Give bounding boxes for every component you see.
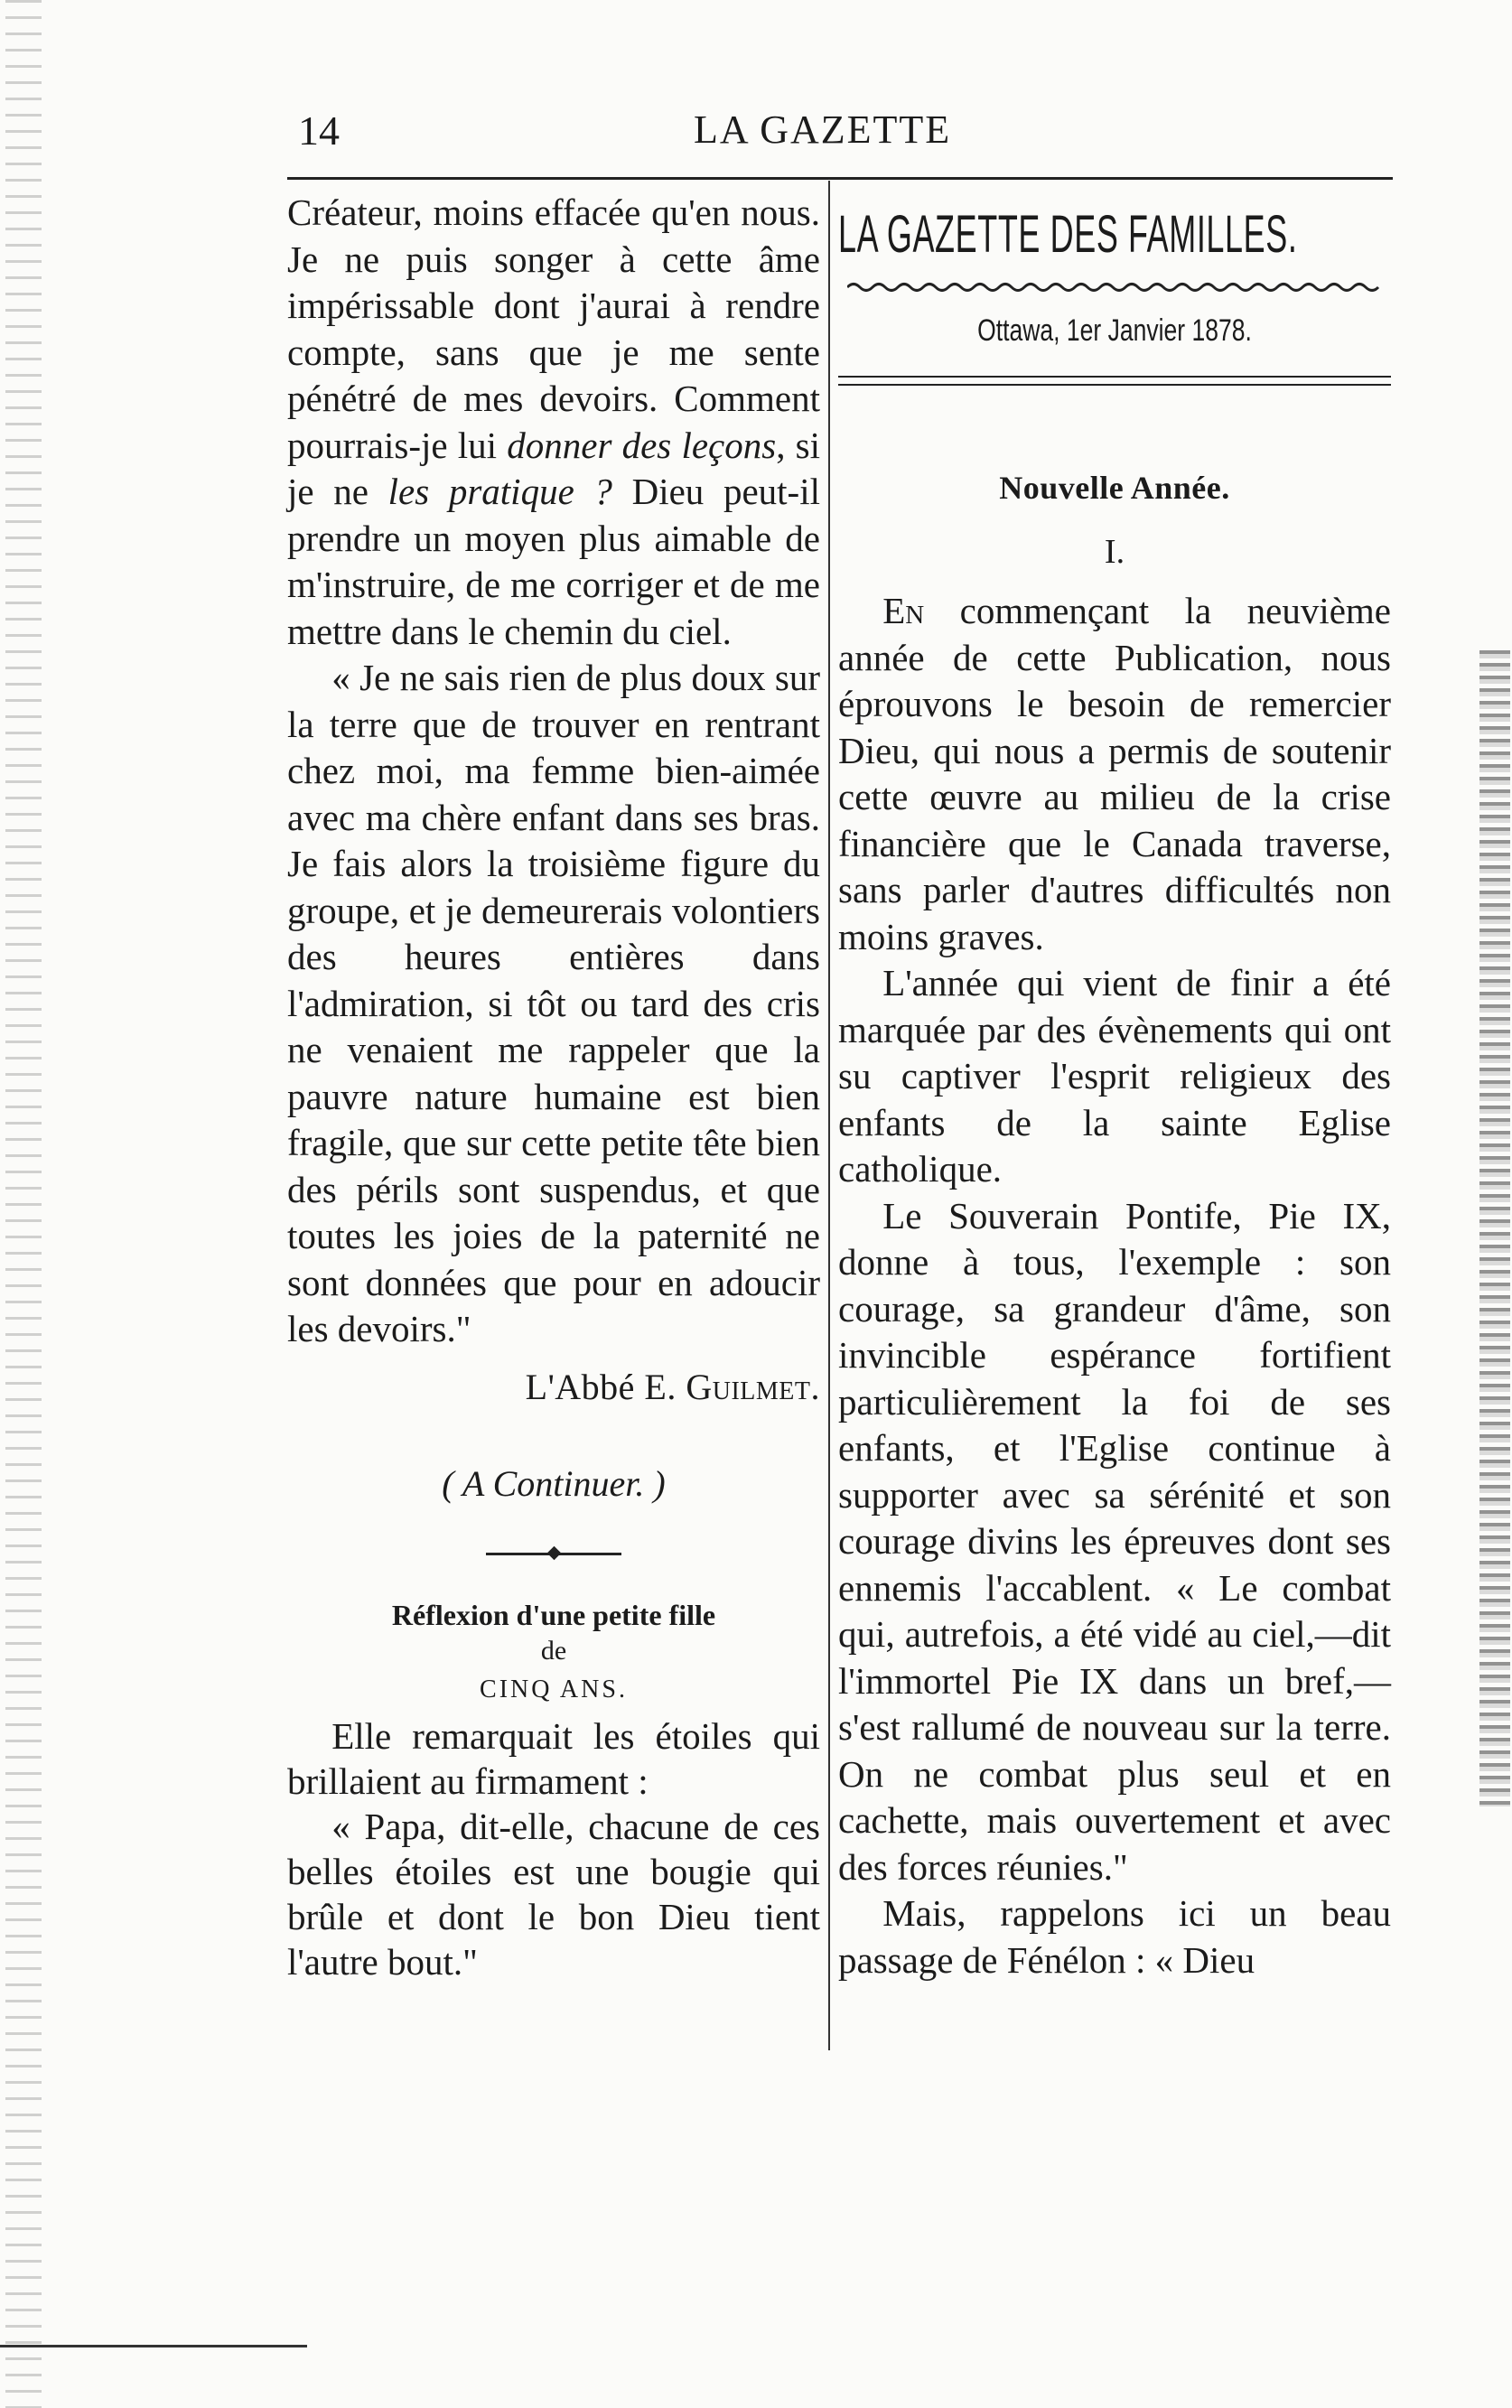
paragraph-quote: « Je ne sais rien de plus doux sur la terre que de trouver en rentrant chez moi, ma femme bien-aimée avec ma chère enfant dans ses bras. Je fais alors la troisième figure du groupe, et je demeurerais volontiers des heures entières dans l'admiration, si tôt ou tard des cris ne venaient me rappeler que la pauvre nature humaine est bien fragile, que sur cette petite tête bien des périls sont suspendus, et que toutes les joies de la paternité ne sont données que pour en adoucir les devoirs." xyxy=(287,657,820,1349)
masthead-double-rule xyxy=(838,376,1391,386)
paragraph-continued xyxy=(287,190,820,655)
scan-edge-left xyxy=(5,0,42,2408)
paragraph-continued-b-mid: , si je ne xyxy=(287,424,820,512)
italic-phrase-1: donner des leçons xyxy=(507,424,777,466)
editorial-paragraph-3: Le Souverain Pontife, Pie IX, donne à tous, l'exemple : son courage, sa grandeur d'âme, son invincible espérance fortifient particulièrement la foi de ses enfants, et l'Eglise continue à supporter avec sa sérénité et son courage divins les épreuves dont ses ennemis l'accablent. « Le combat qui, autrefois, a été vidé au ciel,—dit l'immortel Pie IX dans un bref,—s'est rallumé de nouveau sur la terre. On ne combat plus seul et en cachette, mais ouvertement et avec des forces réunies." xyxy=(838,1194,1391,1888)
section-ornament xyxy=(486,1545,621,1563)
article-title-age: CINQ ANS. xyxy=(480,1675,628,1703)
column-divider xyxy=(828,181,830,2050)
italic-phrase-2: les pratique ? xyxy=(387,471,612,512)
right-column xyxy=(838,190,1391,1983)
left-column xyxy=(287,190,820,1984)
page-number: 14 xyxy=(298,107,340,154)
bottom-edge-rule xyxy=(0,2345,307,2347)
masthead-wavy-rule xyxy=(847,281,1380,294)
editorial-paragraph-2: L'année qui vient de finir a été marquée par des évènements qui ont su captiver l'esprit religieux des enfants de la sainte Eglise catholique. xyxy=(838,962,1391,1190)
article-title: Réflexion d'une petite fille xyxy=(391,1598,716,1631)
dateline: Ottawa, 1er Janvier 1878. xyxy=(977,313,1252,348)
editorial-paragraph-1-text: commençant la neuvième année de cette Publication, nous éprouvons le besoin de remercier Dieu, qui nous a permis de soutenir cette œuvre au milieu de la crise financière que le Canada traverse, sans parler d'autres difficultés non moins graves. xyxy=(838,590,1391,957)
header-rule xyxy=(287,177,1393,180)
signature-name: Guilmet. xyxy=(686,1366,820,1407)
to-be-continued: ( A Continuer. ) xyxy=(442,1462,666,1504)
paragraph-continued-b-end: Dieu peut-il prendre un moyen plus aimable de m'instruire, de me corriger et de me mettre dans le chemin du ciel. xyxy=(287,471,820,652)
article-paragraph-2: « Papa, dit-elle, chacune de ces belles étoiles est une bougie qui brûle et dont le bon Dieu tient l'autre bout." xyxy=(287,1805,820,1983)
signature-prefix: L'Abbé E. xyxy=(525,1366,686,1407)
section-title: Nouvelle Année. xyxy=(999,470,1230,506)
editorial-paragraph-1 xyxy=(838,588,1391,960)
paragraph-continued-text: Créateur, moins effacée qu'en nous. Je ne puis songer à cette âme impérissable dont j'aurai à rendre compte, sans que je me sente pénétré de mes devoirs. xyxy=(287,191,820,419)
paragraph-continued-b-start: Comment pourrais-je lui xyxy=(287,378,821,466)
scan-edge-right xyxy=(1479,650,1510,1806)
lead-word: En xyxy=(882,590,925,631)
article-paragraph-1: Elle remarquait les étoiles qui brillaient au firmament : xyxy=(287,1714,820,1802)
article-title-de: de xyxy=(540,1635,567,1666)
section-number: I. xyxy=(1104,533,1125,571)
ornament-diamond xyxy=(547,1545,562,1560)
masthead-title: LA GAZETTE DES FAMILLES. xyxy=(838,205,1298,264)
running-title: LA GAZETTE xyxy=(694,107,952,152)
author-signature xyxy=(287,1366,820,1408)
editorial-paragraph-4: Mais, rappelons ici un beau passage de Fénélon : « Dieu xyxy=(838,1892,1391,1981)
